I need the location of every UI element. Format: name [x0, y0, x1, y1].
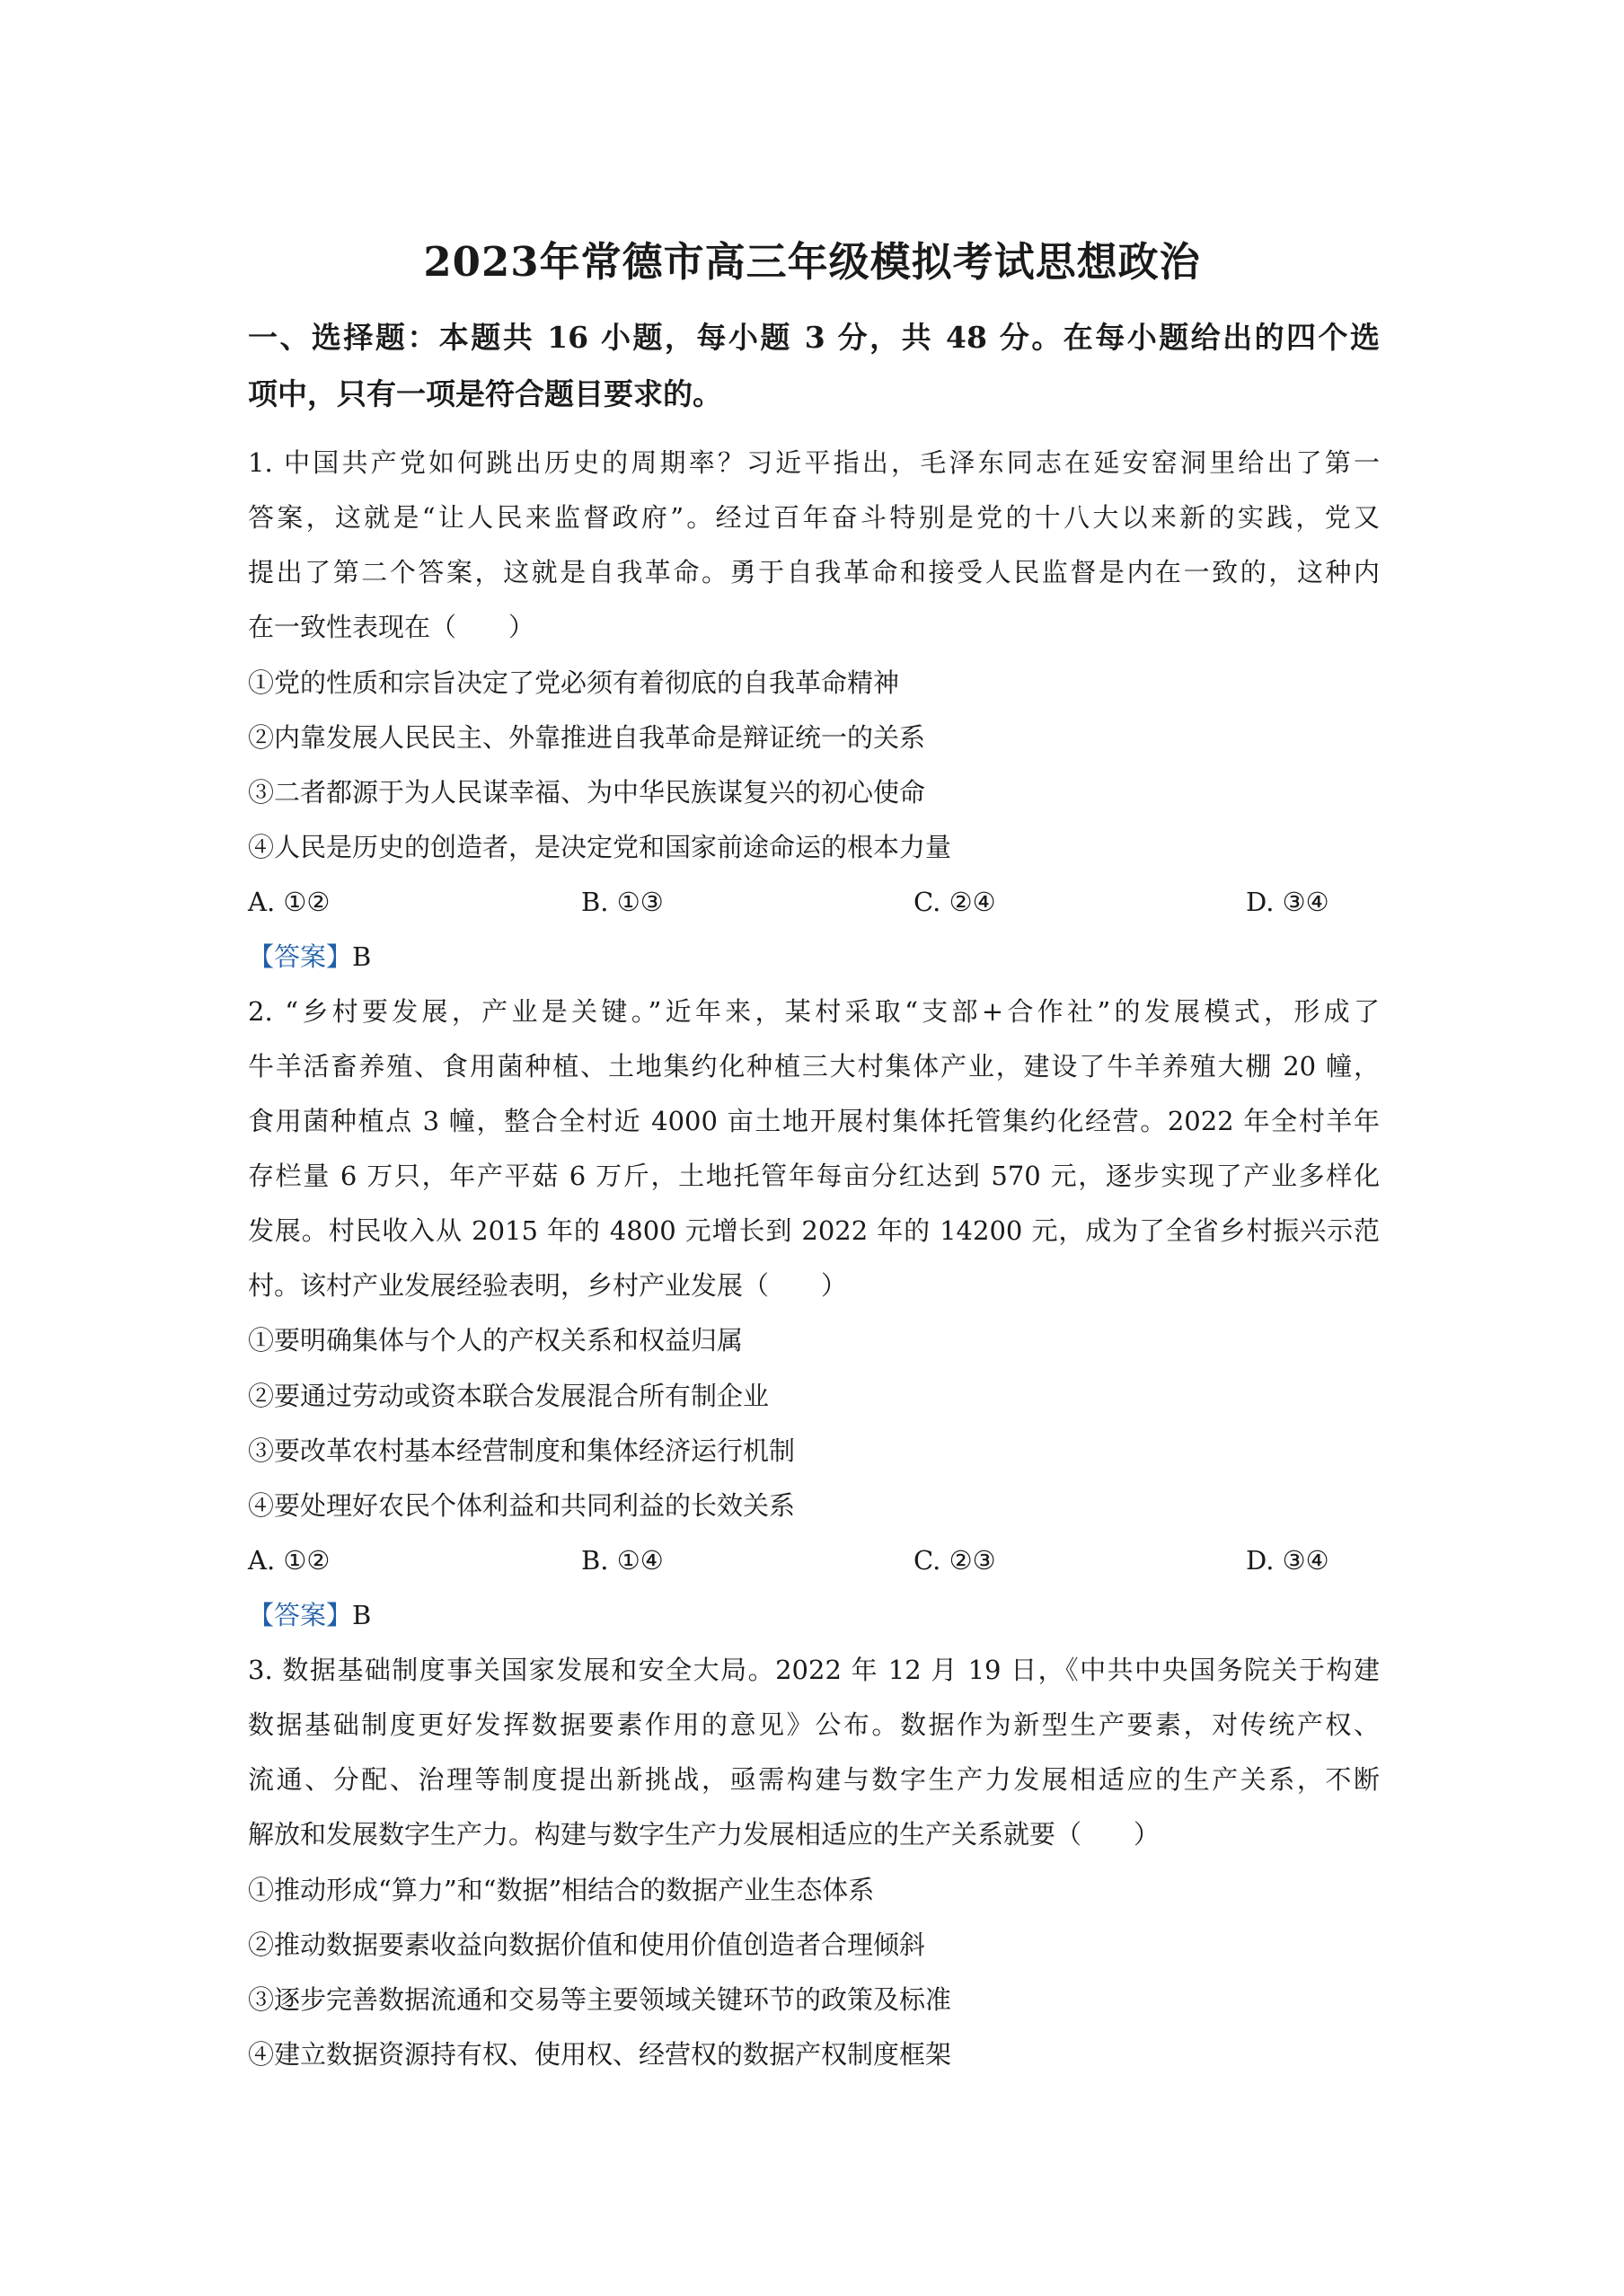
option-a: A. ①②	[248, 887, 331, 917]
section-heading-line-2: 项中，只有一项是符合题目要求的。	[248, 376, 722, 411]
question-stem-line: 食用菌种植点 3 幢，整合全村近 4000 亩土地开展村集体托管集约化经营。2022 年全村羊年	[248, 1106, 1380, 1136]
option-c: C. ②③	[914, 1545, 996, 1576]
answer-options	[248, 882, 1416, 922]
statement-1: ①推动形成“算力”和“数据”相结合的数据产业生态体系	[248, 1875, 875, 1905]
option-c: C. ②④	[914, 887, 996, 917]
question-stem-line: 流通、分配、治理等制度提出新挑战，亟需构建与数字生产力发展相适应的生产关系，不断	[248, 1764, 1380, 1795]
question-stem-line: 牛羊活畜养殖、食用菌种植、土地集约化种植三大村集体产业，建设了牛羊养殖大棚 20 幢，	[248, 1051, 1380, 1082]
option-d: D. ③④	[1246, 1545, 1329, 1576]
statement-3: ③二者都源于为人民谋幸福、为中华民族谋复兴的初心使命	[248, 777, 926, 808]
answer-line	[248, 937, 1380, 976]
statement-2: ②内靠发展人民民主、外靠推进自我革命是辩证统一的关系	[248, 722, 926, 753]
answer-value: B	[352, 1600, 372, 1630]
statement-4: ④要处理好农民个体利益和共同利益的长效关系	[248, 1490, 796, 1521]
question-stem-line: 发展。村民收入从 2015 年的 4800 元增长到 2022 年的 14200 元，成为了全省乡村振兴示范	[248, 1215, 1380, 1246]
answer-line	[248, 1595, 1380, 1635]
answer-value: B	[352, 941, 372, 972]
answer-tag: 【答案】	[248, 1600, 353, 1630]
question-stem-line: 村。该村产业发展经验表明，乡村产业发展（ ）	[248, 1270, 848, 1301]
statement-2: ②推动数据要素收益向数据价值和使用价值创造者合理倾斜	[248, 1930, 926, 1960]
option-a: A. ①②	[248, 1545, 331, 1576]
option-d: D. ③④	[1246, 887, 1329, 917]
statement-4: ④建立数据资源持有权、使用权、经营权的数据产权制度框架	[248, 2039, 952, 2070]
question-stem-line: 1. 中国共产党如何跳出历史的周期率？习近平指出，毛泽东同志在延安窑洞里给出了第一	[248, 447, 1380, 478]
statement-4: ④人民是历史的创造者，是决定党和国家前途命运的根本力量	[248, 832, 952, 862]
question-stem-line: 存栏量 6 万只，年产平菇 6 万斤，土地托管年每亩分红达到 570 元，逐步实现了产业多样化	[248, 1161, 1380, 1191]
statement-3: ③要改革农村基本经营制度和集体经济运行机制	[248, 1435, 796, 1466]
question-stem-line: 在一致性表现在（ ）	[248, 612, 535, 642]
statement-2: ②要通过劳动或资本联合发展混合所有制企业	[248, 1381, 770, 1411]
answer-tag: 【答案】	[248, 941, 353, 972]
statement-1: ①要明确集体与个人的产权关系和权益归属	[248, 1325, 744, 1356]
question-stem-line: 提出了第二个答案，这就是自我革命。勇于自我革命和接受人民监督是内在一致的，这种内	[248, 557, 1380, 587]
statement-1: ①党的性质和宗旨决定了党必须有着彻底的自我革命精神	[248, 667, 900, 698]
option-b: B. ①④	[581, 1545, 664, 1576]
question-stem-line: 答案，这就是“让人民来监督政府”。经过百年奋斗特别是党的十八大以来新的实践，党又	[248, 502, 1380, 533]
statement-3: ③逐步完善数据流通和交易等主要领域关键环节的政策及标准	[248, 1984, 952, 2015]
section-heading-line-1: 一、选择题：本题共 16 小题，每小题 3 分，共 48 分。在每小题给出的四个选	[248, 320, 1380, 355]
exam-title: 2023年常德市高三年级模拟考试思想政治	[423, 238, 1201, 286]
answer-options	[248, 1541, 1416, 1580]
option-b: B. ①③	[581, 887, 664, 917]
question-stem-line: 数据基础制度更好发挥数据要素作用的意见》公布。数据作为新型生产要素，对传统产权、	[248, 1709, 1380, 1740]
question-stem-line: 2. “乡村要发展，产业是关键。”近年来，某村采取“支部+合作社”的发展模式，形成了	[248, 996, 1380, 1027]
question-stem-line: 3. 数据基础制度事关国家发展和安全大局。2022 年 12 月 19 日，《中共中央国务院关于构建	[248, 1655, 1380, 1685]
question-stem-line: 解放和发展数字生产力。构建与数字生产力发展相适应的生产关系就要（ ）	[248, 1819, 1161, 1850]
